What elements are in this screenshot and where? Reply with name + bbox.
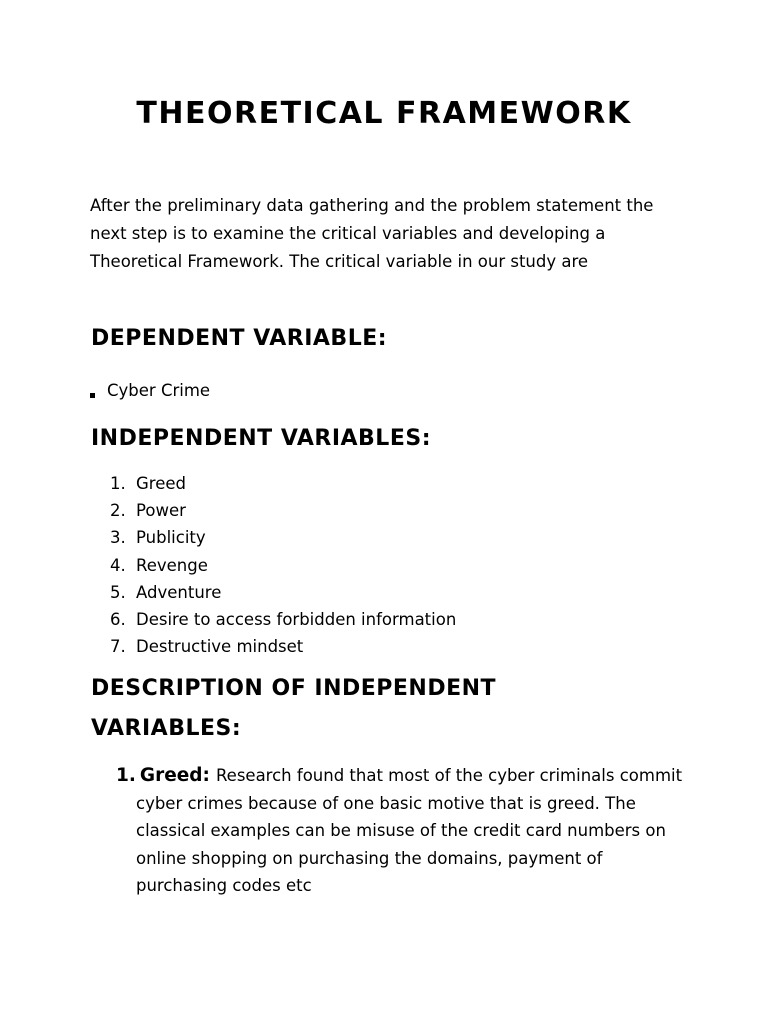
list-item bbox=[110, 554, 456, 581]
list-number: 5. bbox=[110, 582, 126, 602]
list-text: Revenge bbox=[136, 555, 208, 575]
description-line: cyber crimes because of one basic motive that is greed. The bbox=[136, 793, 636, 813]
list-number: 7. bbox=[110, 637, 126, 657]
dependent-variable-text: Cyber Crime bbox=[107, 381, 211, 400]
list-number: 1. bbox=[110, 474, 126, 493]
intro-paragraph bbox=[90, 192, 690, 276]
list-text: Publicity bbox=[136, 528, 206, 548]
description-heading-line-2: VARIABLES: bbox=[91, 716, 242, 741]
intro-line: After the preliminary data gathering and the problem statement the bbox=[90, 196, 654, 215]
bullet-icon bbox=[90, 393, 95, 398]
description-heading-line-1: DESCRIPTION OF INDEPENDENT bbox=[91, 676, 497, 701]
intro-line: Theoretical Framework. The critical variable in our study are bbox=[90, 252, 589, 271]
list-number: 2. bbox=[110, 501, 126, 521]
description-item-greed bbox=[116, 762, 696, 900]
description-line: online shopping on purchasing the domains, payment of bbox=[136, 848, 603, 868]
list-text: Desire to access forbidden information bbox=[136, 609, 457, 629]
independent-variables-list bbox=[110, 472, 456, 662]
list-text: Greed bbox=[136, 474, 186, 493]
list-item bbox=[110, 635, 456, 662]
description-item-label: Greed: bbox=[139, 765, 210, 786]
list-text: Destructive mindset bbox=[136, 637, 304, 657]
list-text: Power bbox=[136, 501, 186, 521]
list-item bbox=[110, 608, 456, 635]
description-line: Research found that most of the cyber criminals commit bbox=[215, 766, 683, 785]
list-item bbox=[110, 472, 456, 499]
description-item-number: 1. bbox=[116, 765, 136, 786]
description-line: purchasing codes etc bbox=[136, 876, 312, 895]
dependent-variable-item bbox=[90, 381, 210, 400]
page-title: THEORETICAL FRAMEWORK bbox=[136, 96, 632, 131]
list-text: Adventure bbox=[136, 582, 222, 602]
intro-line: next step is to examine the critical variables and developing a bbox=[90, 224, 606, 243]
independent-variables-heading: INDEPENDENT VARIABLES: bbox=[91, 426, 431, 451]
list-item bbox=[110, 581, 456, 608]
list-number: 3. bbox=[110, 528, 126, 548]
description-line: classical examples can be misuse of the credit card numbers on bbox=[136, 821, 666, 840]
list-item bbox=[110, 526, 456, 553]
list-number: 6. bbox=[110, 609, 126, 629]
dependent-variable-heading: DEPENDENT VARIABLE: bbox=[91, 326, 388, 351]
list-number: 4. bbox=[110, 555, 126, 575]
list-item bbox=[110, 499, 456, 526]
